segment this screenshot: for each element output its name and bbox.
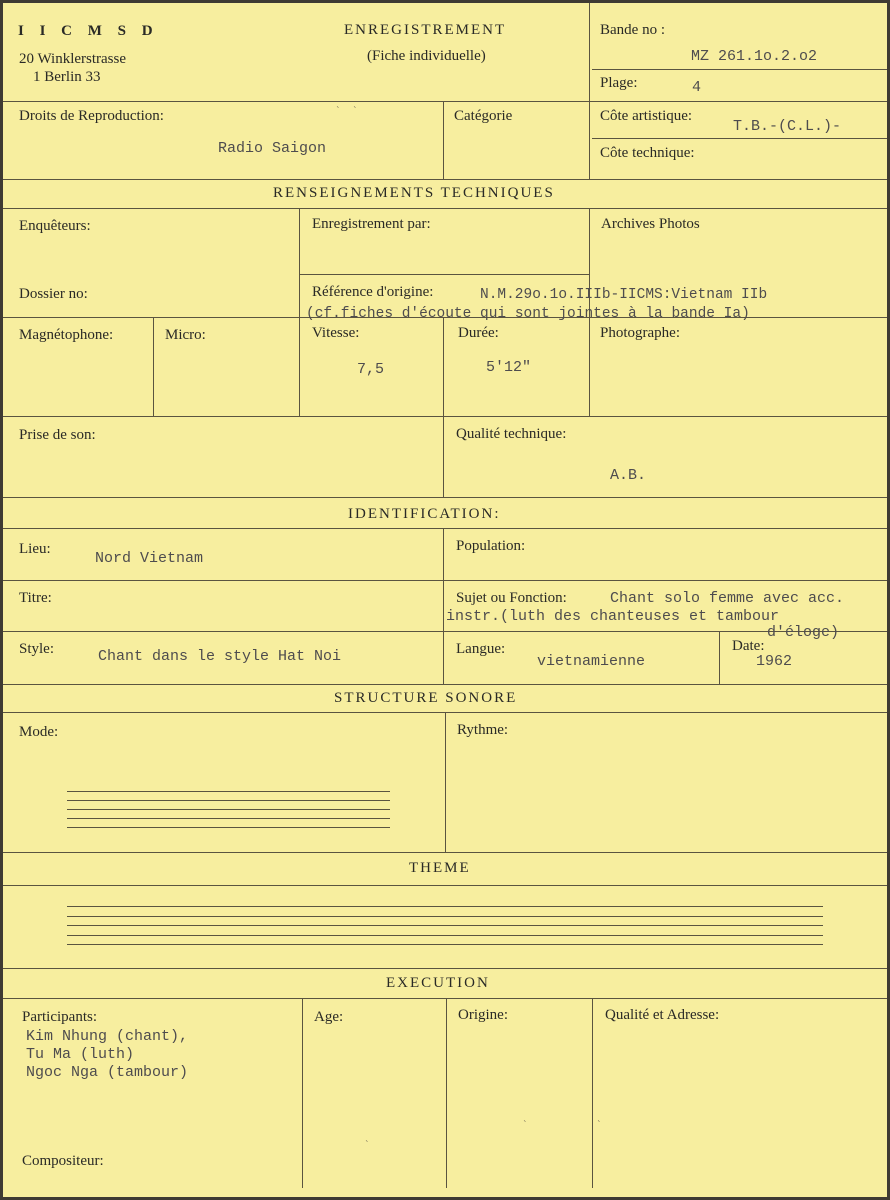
rule [592,69,887,70]
rule [719,631,720,684]
rythme-label: Rythme: [457,722,509,738]
rule [445,712,446,852]
cote-artistique-value: T.B.-(C.L.)- [733,118,842,135]
rule [592,138,887,139]
droits-value: Radio Saigon [218,140,327,157]
pencil-mark: ` [353,107,358,117]
langue-value: vietnamienne [537,653,646,670]
mode-fill-line [67,791,390,792]
plage-label: Plage: [600,75,638,91]
prise-de-son-label: Prise de son: [19,427,96,443]
magnetophone-label: Magnétophone: [19,327,114,343]
pencil-mark: ` [336,107,341,117]
cote-technique-label: Côte technique: [600,145,695,161]
reference-note: (cf.fiches d'écoute qui sont jointes à la bande Ia) [306,306,750,322]
date-value: 1962 [756,653,793,670]
rule [3,497,887,498]
qualite-technique-label: Qualité technique: [456,426,567,442]
enregistrement-par-label: Enregistrement par: [312,216,431,232]
plage-value: 4 [692,79,702,96]
rule [153,317,154,416]
rule [443,416,444,497]
reference-label: Référence d'origine: [312,284,434,300]
rule [302,998,303,1188]
participant-item: Ngoc Nga (tambour) [26,1064,189,1081]
sujet-value-line2: instr.(luth des chanteuses et tambour [446,608,780,625]
sujet-value-line3: d'éloge) [767,624,840,641]
age-label: Age: [314,1009,344,1025]
theme-fill-line [67,906,823,907]
compositeur-label: Compositeur: [22,1153,104,1169]
address-street: 20 Winklerstrasse [19,51,127,67]
bande-value: MZ 261.1o.2.o2 [691,48,818,65]
reference-value: N.M.29o.1o.IIIb-IICMS:Vietnam IIb [480,287,768,303]
pencil-mark: ` [523,1121,528,1131]
rule [3,528,887,529]
qualite-adresse-label: Qualité et Adresse: [605,1007,720,1023]
section-title-theme: THEME [409,860,471,876]
participant-item: Tu Ma (luth) [26,1046,135,1063]
mode-label: Mode: [19,724,59,740]
theme-fill-line [67,916,823,917]
sujet-value-line1: Chant solo femme avec acc. [610,590,845,607]
vitesse-value: 7,5 [357,361,385,378]
rule [299,274,589,275]
rule [589,3,590,179]
rule [446,998,447,1188]
style-label: Style: [19,641,55,657]
population-label: Population: [456,538,526,554]
pencil-mark: ` [365,1141,370,1151]
rule [3,631,887,632]
qualite-technique-value: A.B. [610,467,647,484]
rule [592,998,593,1188]
rule [3,580,887,581]
rule [3,208,887,209]
section-title-identification: IDENTIFICATION: [348,506,501,522]
cote-artistique-label: Côte artistique: [600,108,693,124]
mode-fill-line [67,800,390,801]
theme-fill-line [67,925,823,926]
lieu-value: Nord Vietnam [95,550,204,567]
style-value: Chant dans le style Hat Noi [98,648,342,665]
pencil-mark: ` [597,1121,602,1131]
duree-label: Durée: [458,325,499,341]
address-city: 1 Berlin 33 [33,69,101,85]
micro-label: Micro: [165,327,206,343]
mode-fill-line [67,827,390,828]
mode-fill-line [67,818,390,819]
theme-fill-line [67,935,823,936]
droits-label: Droits de Reproduction: [19,108,164,124]
form-subtitle: (Fiche individuelle) [367,48,486,64]
lieu-label: Lieu: [19,541,51,557]
rule [299,208,300,416]
section-title-execution: EXECUTION [386,975,490,991]
bande-label: Bande no : [600,22,665,38]
archives-photos-label: Archives Photos [601,216,700,232]
participants-label: Participants: [22,1009,97,1025]
section-title-structure: STRUCTURE SONORE [334,690,518,706]
rule [3,179,887,180]
sujet-label: Sujet ou Fonction: [456,590,567,606]
rule [3,968,887,969]
enqueteurs-label: Enquêteurs: [19,218,91,234]
participant-item: Kim Nhung (chant), [26,1028,189,1045]
vitesse-label: Vitesse: [312,325,360,341]
date-label: Date: [732,638,765,654]
rule [3,998,887,999]
duree-value: 5'12" [486,359,532,376]
section-title-technique: RENSEIGNEMENTS TECHNIQUES [273,185,555,201]
rule [443,317,444,416]
rule [3,885,887,886]
rule [3,416,887,417]
rule [3,852,887,853]
photographe-label: Photographe: [600,325,680,341]
langue-label: Langue: [456,641,506,657]
mode-fill-line [67,809,390,810]
theme-fill-line [67,944,823,945]
origine-label: Origine: [458,1007,508,1023]
registration-card [3,3,887,1197]
institute-logo: I I C M S D [18,23,159,39]
rule [3,101,887,102]
dossier-label: Dossier no: [19,286,88,302]
rule [443,528,444,684]
rule [3,684,887,685]
rule [443,101,444,179]
form-title: ENREGISTREMENT [344,22,507,38]
titre-label: Titre: [19,590,52,606]
categorie-label: Catégorie [454,108,513,124]
